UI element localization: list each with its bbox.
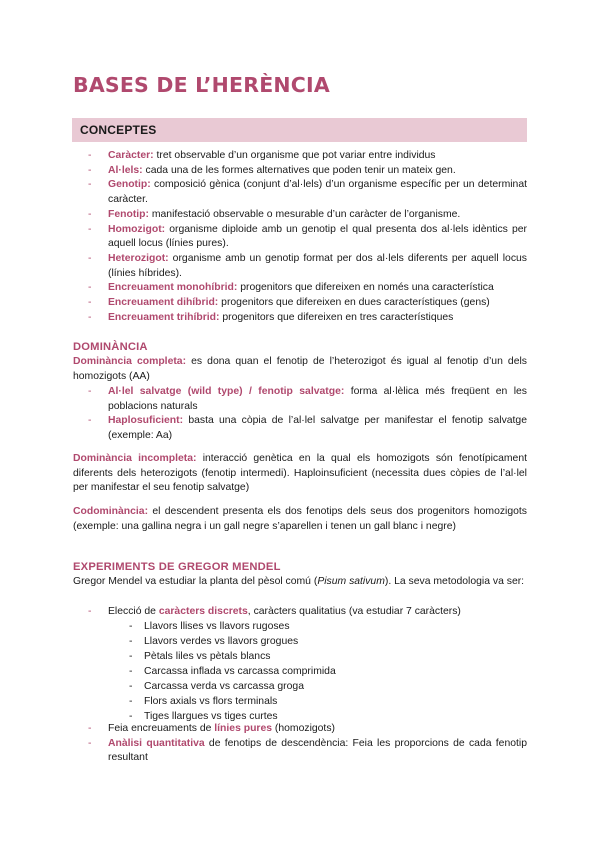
concepts-list — [87, 149, 527, 325]
concept-item: - Homozigot: organisme diploide amb un genotip el qual presenta dos al·lels idèntics per aquell locus (línies pures). — [87, 223, 527, 252]
concept-item: - Encreuament trihíbrid: progenitors que difereixen en tres característiques — [87, 311, 527, 326]
concept-item: - Caràcter: tret observable d’un organisme que pot variar entre individus — [87, 149, 527, 164]
trait-item: - Llavors verdes vs llavors grogues — [129, 635, 336, 650]
trait-item: - Pètals liles vs pètals blancs — [129, 650, 336, 665]
mendel-intro: Gregor Mendel va estudiar la planta del pèsol comú (Pisum sativum). La seva metodologia va ser: — [73, 576, 525, 587]
mendel-method-items — [87, 722, 527, 766]
mendel-method-item-1 — [87, 605, 527, 620]
dominance-sub-item: - Al·lel salvatge (wild type) / fenotip salvatge: forma al·lèlica més freqüent en les poblacions naturals — [87, 385, 527, 414]
trait-item: - Tiges llargues vs tiges curtes — [129, 710, 336, 725]
trait-item: - Flors axials vs flors terminals — [129, 695, 336, 710]
method-item: - Anàlisi quantitativa de fenotips de descendència: Feia les proporcions de cada fenotip resultant — [87, 737, 527, 766]
method-item: - Elecció de caràcters discrets, caràcters qualitatius (va estudiar 7 caràcters) — [87, 605, 527, 620]
page-title: BASES DE L’HERÈNCIA — [73, 73, 330, 97]
codominance-paragraph: Codominància: el descendent presenta els dos fenotips dels seus dos progenitors homozigots (exemple: una gallina negra i un gall negre s’aparellen i tenen un gall blanc i negre) — [73, 506, 527, 532]
trait-item: - Carcassa verda vs carcassa groga — [129, 680, 336, 695]
complete-dominance-paragraph: Dominància completa: es dona quan el fenotip de l’heterozigot és igual al fenotip d’un dels homozigots (AA) — [73, 356, 527, 382]
concept-item: - Genotip: composició gènica (conjunt d’al·lels) d’un organisme específic per un determinat caràcter. — [87, 178, 527, 207]
concept-item: - Heterozigot: organisme amb un genotip format per dos al·lels diferents per aquell locus (línies híbrides). — [87, 252, 527, 281]
traits-list — [129, 620, 336, 725]
concept-item: - Al·lels: cada una de les formes alternatives que poden tenir un mateix gen. — [87, 164, 527, 179]
mendel-heading: EXPERIMENTS DE GREGOR MENDEL — [73, 561, 281, 573]
dominance-heading: DOMINÀNCIA — [73, 341, 148, 353]
dominance-sublist — [87, 385, 527, 444]
concept-item: - Fenotip: manifestació observable o mesurable d’un caràcter de l’organisme. — [87, 208, 527, 223]
concept-item: - Encreuament dihíbrid: progenitors que difereixen en dues característiques (gens) — [87, 296, 527, 311]
trait-item: - Carcassa inflada vs carcassa comprimida — [129, 665, 336, 680]
concepts-heading: CONCEPTES — [80, 123, 157, 137]
trait-item: - Llavors llises vs llavors rugoses — [129, 620, 336, 635]
incomplete-dominance-paragraph: Dominància incompleta: interacció genètica en la qual els homozigots són fenotípicament diferents dels heterozigots (fenotip intermedi). Haploinsuficient (necessita dues còpies de l’al·lel per manifestar el seu fenotip salvatge) — [73, 453, 527, 494]
concept-item: - Encreuament monohíbrid: progenitors que difereixen en només una característica — [87, 281, 527, 296]
dominance-sub-item: - Haplosuficient: basta una còpia de l’al·lel salvatge per manifestar el fenotip salvatge (exemple: Aa) — [87, 414, 527, 443]
method-item: - Feia encreuaments de línies pures (homozigots) — [87, 722, 527, 737]
concepts-header-band — [72, 118, 527, 142]
